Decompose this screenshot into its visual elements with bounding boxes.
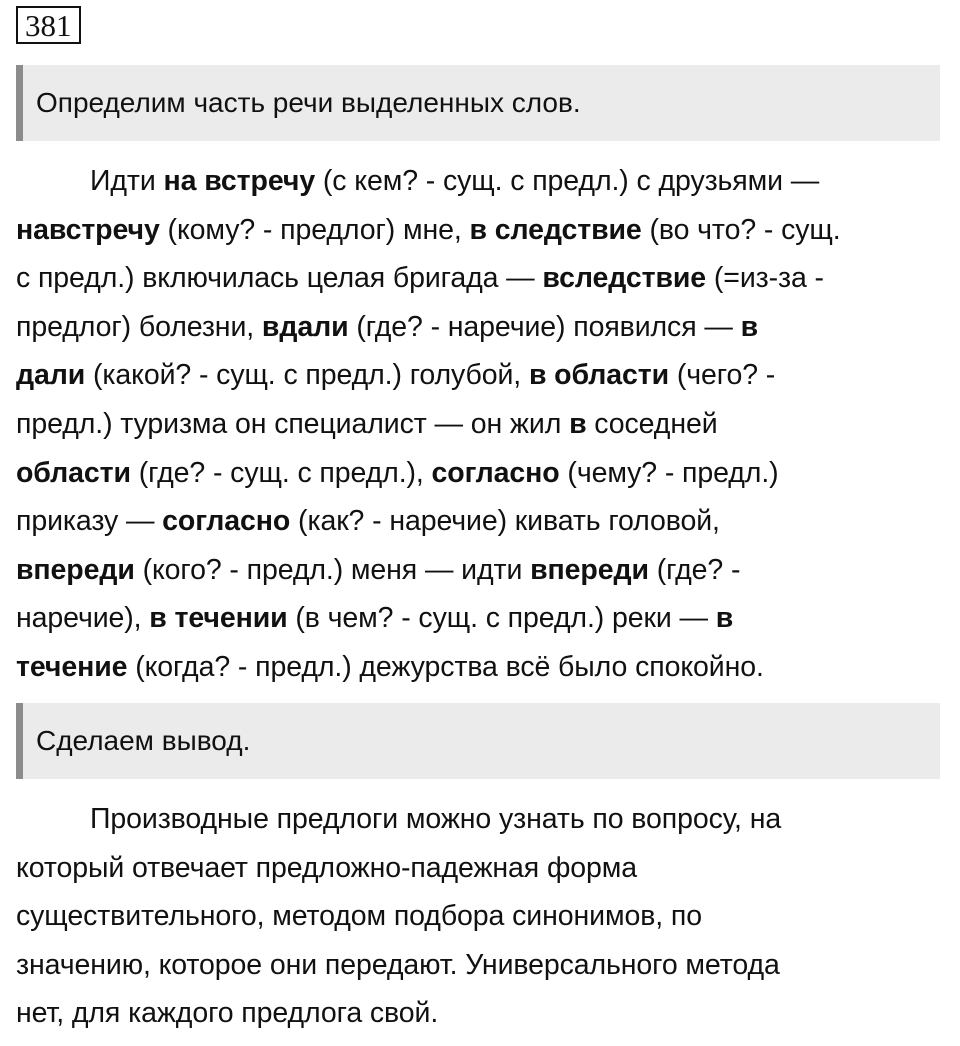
text-segment: (как? - наречие) кивать головой, [290, 505, 720, 538]
paragraph-line [16, 844, 946, 893]
highlighted-word: течение [16, 650, 128, 683]
highlighted-word: вдали [261, 310, 349, 343]
text-segment: Идти [90, 165, 164, 197]
text-segment: с предл.) включилась целая бригада — [16, 262, 543, 295]
highlighted-word: вследствие [542, 262, 707, 295]
paragraph-line [16, 400, 946, 449]
text-segment: нет, для каждого предлога свой. [16, 997, 439, 1030]
paragraph-line [16, 594, 946, 643]
text-segment: наречие), [16, 602, 150, 635]
text-segment: (чему? - предл.) [559, 456, 779, 489]
task-number: 381 [16, 6, 81, 44]
highlighted-word: в течении [149, 602, 288, 635]
highlighted-word: в [740, 310, 759, 343]
text-segment: приказу — [16, 505, 163, 538]
text-segment: (во что? - сущ. [641, 213, 841, 246]
paragraph-line [16, 351, 946, 400]
text-segment: (когда? - предл.) дежурства всё было спокойно. [127, 650, 764, 683]
paragraph-line [16, 795, 946, 844]
section-header-analysis [16, 65, 940, 141]
section-header-conclusion [16, 703, 940, 779]
paragraph-line [16, 157, 946, 206]
highlighted-word: в [715, 602, 734, 635]
highlighted-word: в [569, 407, 587, 440]
paragraph-line [16, 643, 946, 692]
paragraph-line [16, 497, 946, 546]
text-segment: (где? - [648, 553, 741, 586]
text-segment: предл.) туризма он специалист — он жил [16, 407, 570, 440]
analysis-paragraph [16, 157, 946, 692]
paragraph-line [16, 892, 946, 941]
highlighted-word: в следствие [469, 213, 642, 246]
text-segment: (где? - сущ. с предл.), [130, 456, 432, 489]
text-segment: существительного, методом подбора синонимов, по [16, 900, 702, 933]
section-header-analysis-text: Определим часть речи выделенных слов. [36, 87, 581, 118]
highlighted-word: навстречу [16, 213, 160, 246]
highlighted-word: впереди [16, 553, 135, 586]
text-segment: предлог) болезни, [16, 310, 262, 343]
paragraph-line [16, 206, 946, 255]
text-segment: значению, которое они передают. Универсального метода [16, 948, 780, 981]
text-segment: (с кем? - сущ. с предл.) с друзьями — [315, 165, 820, 197]
text-segment: (=из-за - [706, 262, 824, 295]
paragraph-line [16, 254, 946, 303]
text-segment: (чего? - [669, 359, 776, 392]
highlighted-word: в области [528, 359, 670, 392]
conclusion-paragraph [16, 795, 946, 1038]
highlighted-word: области [16, 456, 131, 489]
section-header-conclusion-text: Сделаем вывод. [36, 725, 251, 756]
highlighted-word: дали [16, 359, 86, 392]
text-segment: (какой? - сущ. с предл.) голубой, [85, 359, 529, 392]
highlighted-word: на встречу [163, 165, 316, 197]
paragraph-line [16, 303, 946, 352]
highlighted-word: согласно [162, 505, 291, 538]
highlighted-word: согласно [431, 456, 560, 489]
text-segment: который отвечает предложно-падежная форма [16, 851, 638, 884]
highlighted-word: впереди [530, 553, 649, 586]
text-segment: (кому? - предлог) мне, [159, 213, 470, 246]
text-segment: Производные предлоги можно узнать по вопросу, на [90, 803, 782, 835]
paragraph-line [16, 449, 946, 498]
paragraph-line [16, 989, 946, 1038]
text-segment: (где? - наречие) появился — [348, 310, 741, 343]
text-segment: соседней [586, 407, 718, 440]
paragraph-line [16, 546, 946, 595]
text-segment: (кого? - предл.) меня — идти [134, 553, 531, 586]
paragraph-line [16, 941, 946, 990]
text-segment: (в чем? - сущ. с предл.) реки — [287, 602, 716, 635]
